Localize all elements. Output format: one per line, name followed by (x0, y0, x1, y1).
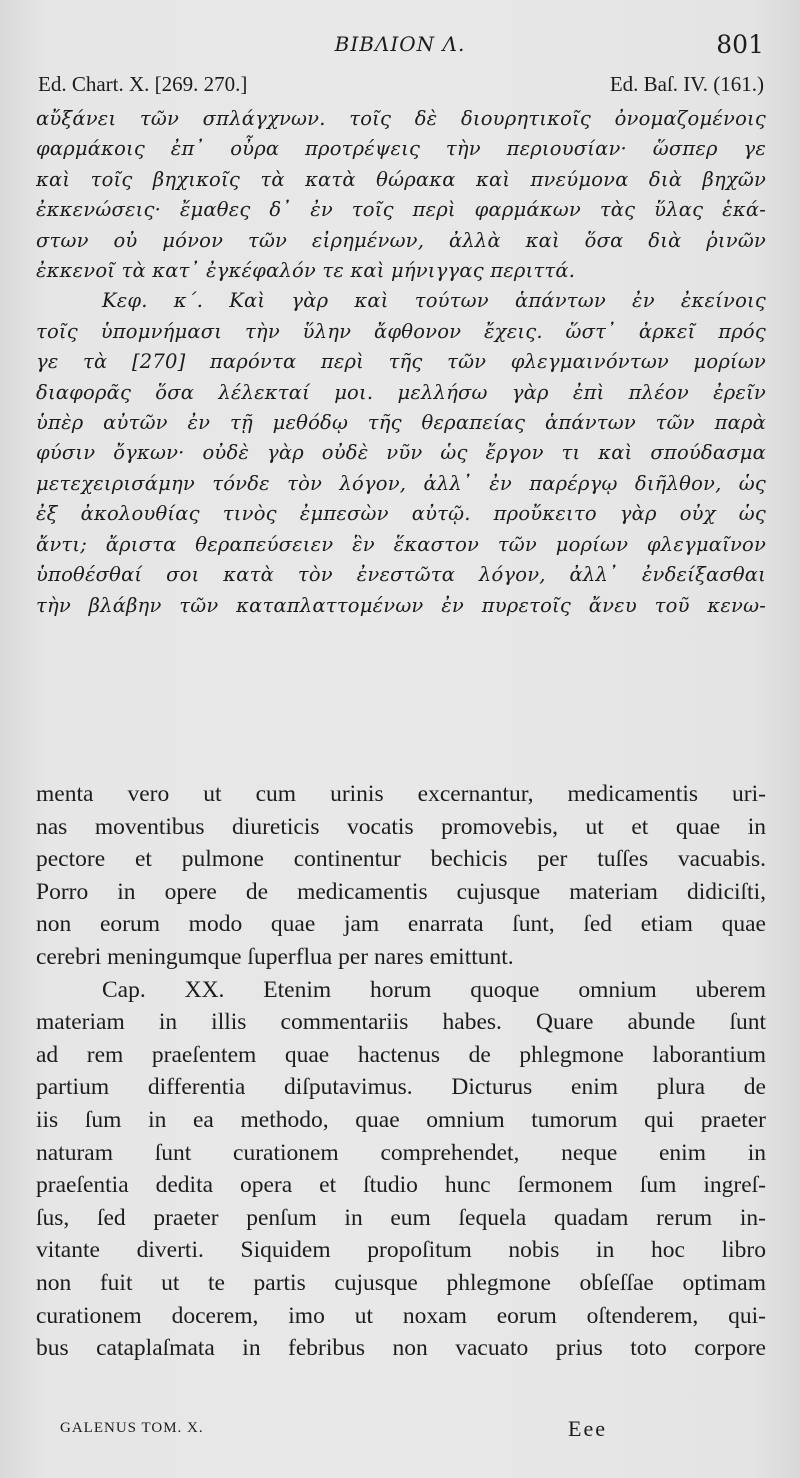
latin-line: bus cataplaſmata in febribus non vacuato prius toto corpore (36, 1335, 766, 1362)
latin-line: non fuit ut te partis cujusque phlegmone obſeſſae optimam (36, 1269, 766, 1296)
latin-line: Porro in opere de medicamentis cujusque materiam didiciſti, (36, 878, 766, 905)
greek-line: ἐξ ἀκολουθίας τινὸς ἐμπεσὼν αὐτῷ. προὔκειτο γὰρ οὐχ ὡς (36, 502, 766, 526)
latin-line: praeſentia dedita opera et ſtudio hunc ſermonem ſum ingreſ- (36, 1172, 766, 1199)
latin-line: ad rem praeſentem quae hactenus de phlegmone laborantium (36, 1041, 766, 1068)
greek-line: διαφορᾶς ὅσα λέλεκταί μοι. μελλήσω γὰρ ἐπὶ πλέον ἐρεῖν (36, 380, 766, 404)
edition-basel: Ed. Baſ. IV. (161.) (609, 72, 764, 96)
greek-line: μετεχειρισάμην τόνδε τὸν λόγον, ἀλλ᾽ ἐν παρέργῳ διῆλθον, ὡς (36, 471, 766, 495)
latin-line: nas moventibus diureticis vocatis promovebis, ut et quae in (36, 813, 766, 840)
edition-chartier: Ed. Chart. X. [269. 270.] (38, 72, 248, 96)
greek-line: ἐκκενώσεις· ἔμαθες δ᾽ ἐν τοῖς περὶ φαρμάκων τὰς ὕλας ἑκά- (36, 198, 766, 222)
greek-text-block (36, 104, 766, 621)
latin-text-block (36, 778, 766, 1365)
latin-line: pectore et pulmone continentur bechicis per tuſſes vacuabis. (36, 846, 766, 873)
greek-line: ὑποθέσθαί σοι κατὰ τὸν ἐνεστῶτα λόγον, ἀλλ᾽ ἐνδείξασθαι (36, 563, 766, 587)
greek-line: καὶ τοῖς βηχικοῖς τὰ κατὰ θώρακα καὶ πνεύμονα διὰ βηχῶν (36, 167, 766, 191)
greek-line: ὑπὲρ αὐτῶν ἐν τῇ μεθόδῳ τῆς θεραπείας ἁπάντων τῶν παρὰ (36, 411, 766, 435)
greek-line: τὴν βλάβην τῶν καταπλαττομένων ἐν πυρετοῖς ἄνευ τοῦ κενω- (36, 593, 766, 617)
page-footer (60, 1416, 760, 1446)
book-title: ΒΙΒΛΙΟΝ Λ. (334, 32, 466, 56)
greek-chapter-start-line: Κεφ. κ΄. Καὶ γὰρ καὶ τούτων ἁπάντων ἐν ἐκείνοις (102, 289, 766, 313)
latin-line: partium differentia diſputavimus. Dicturus enim plura de (36, 1074, 766, 1101)
greek-line: τοῖς ὑπομνήμασι τὴν ὕλην ἄφθονον ἔχεις. ὥστ᾽ ἀρκεῖ πρός (36, 319, 766, 343)
latin-line: materiam in illis commentariis habes. Quare abunde ſunt (36, 1009, 766, 1036)
greek-line: στων οὐ μόνον τῶν εἰρημένων, ἀλλὰ καὶ ὅσα διὰ ῥινῶν (36, 228, 766, 252)
greek-line: φαρμάκοις ἐπ᾽ οὖρα προτρέψεις τὴν περιουσίαν· ὥσπερ γε (36, 137, 766, 161)
latin-line: cerebri meningumque ſuperflua per nares emittunt. (36, 943, 514, 970)
running-head (0, 30, 800, 64)
latin-line: menta vero ut cum urinis excernantur, medicamentis uri- (36, 781, 766, 807)
volume-signature: GALENUS TOM. X. (60, 1420, 204, 1436)
latin-line: curationem docerem, imo ut noxam eorum oſtenderem, qui- (36, 1302, 766, 1329)
greek-line: φύσιν ὄγκων· οὐδὲ γὰρ οὐδὲ νῦν ὡς ἔργον τι καὶ σπούδασμα (36, 441, 766, 465)
latin-line: vitante diverti. Siquidem propoſitum nobis in hoc libro (36, 1237, 766, 1264)
latin-line: ſus, ſed praeter penſum in eum ſequela quadam rerum in- (36, 1204, 766, 1231)
latin-chapter-start-line: Cap. XX. Etenim horum quoque omnium uberem (102, 976, 766, 1003)
page-number: 801 (716, 30, 764, 59)
gathering-mark: Eee (568, 1416, 607, 1441)
latin-line: non eorum modo quae jam enarrata ſunt, ſed etiam quae (36, 911, 766, 938)
edition-reference-line (38, 72, 764, 100)
latin-line: iis ſum in ea methodo, quae omnium tumorum qui praeter (36, 1106, 766, 1133)
greek-line: ἐκκενοῖ τὰ κατ᾽ ἐγκέφαλόν τε καὶ μήνιγγας περιττά. (36, 259, 576, 283)
latin-line: naturam ſunt curationem comprehendet, neque enim in (36, 1139, 766, 1166)
greek-line: αὔξάνει τῶν σπλάγχνων. τοῖς δὲ διουρητικοῖς ὀνομαζομένοις (36, 107, 766, 130)
greek-line: γε τὰ [270] παρόντα περὶ τῆς τῶν φλεγμαινόντων μορίων (36, 350, 766, 374)
greek-line: ἄντι; ἄριστα θεραπεύσειεν ἓν ἕκαστον τῶν μορίων φλεγμαῖνον (36, 532, 766, 556)
